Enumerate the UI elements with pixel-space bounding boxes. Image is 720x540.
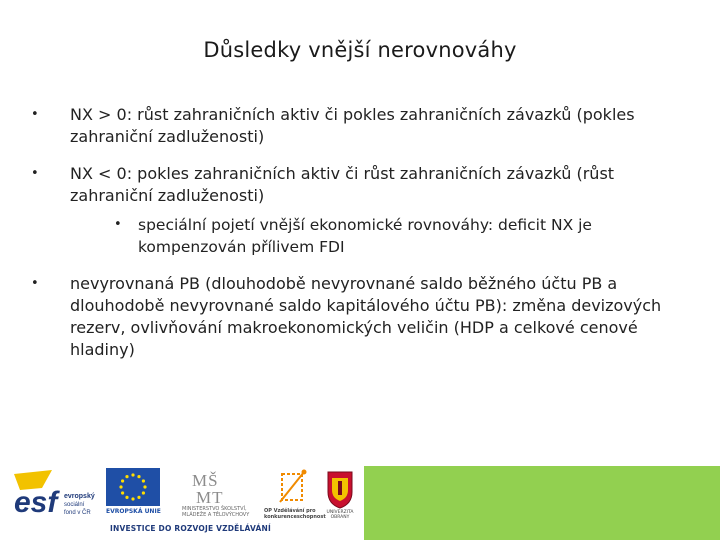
sub-bullet-text: speciální pojetí vnější ekonomické rovnováhy: deficit NX je kompenzován přílivem FDI [138,216,592,256]
svg-text:sociální: sociální [64,502,85,508]
eu-star-icon [121,479,124,482]
bullet-text: nevyrovnaná PB (dlouhodobě nevyrovnané saldo běžného účtu PB a dlouhodobě nevyrovnané saldo kapitálového účtu PB): změna devizových rezerv, ovlivňování makroekonomických veličin (HDP a celkové cenové hladiny) [70,274,662,359]
bullet-icon: • [114,217,122,232]
msmt-logo [182,468,256,522]
sub-bullet-item [28,214,668,258]
logo-strip [0,466,364,540]
svg-text:evropský: evropský [64,493,95,500]
svg-text:fond v ČR: fond v ČR [64,510,91,516]
esf-mark: esf [14,486,58,519]
bullet-icon: • [31,107,39,122]
op-logo-graphic [264,468,320,508]
esf-logo-graphic [12,468,102,522]
bullet-icon: • [31,166,39,181]
eu-star-icon [125,496,128,499]
eu-star-icon [143,485,146,488]
eu-star-icon [125,475,128,478]
bullet-item [28,104,668,148]
op-label: OP Vzdělávání pro konkurenceschopnost [264,508,326,520]
msmt-label: MINISTERSTVO ŠKOLSTVÍ, MLÁDEŽE A TĚLOVÝCHOVY [182,506,250,518]
eu-logo [106,468,164,522]
svg-text:MT: MT [196,488,224,506]
eu-star-icon [131,473,134,476]
bullet-item [28,273,668,361]
eu-star-icon [119,485,122,488]
bullet-text: NX < 0: pokles zahraničních aktiv či růst zahraničních závazků (růst zahraniční zadluženosti) [70,164,615,205]
op-logo [264,468,326,522]
eu-star-icon [121,491,124,494]
svg-text:MŠ: MŠ [192,471,219,490]
green-accent-block [364,466,720,540]
eu-star-icon [142,479,145,482]
slide-title: Důsledky vnější nerovnováhy [203,38,517,62]
bullet-list [28,104,668,376]
esf-logo [12,468,102,522]
bullet-item [28,163,668,207]
crest-icon [322,468,358,510]
bullet-text: NX > 0: růst zahraničních aktiv či pokles zahraničních závazků (pokles zahraniční zadluženosti) [70,105,635,146]
msmt-logo-graphic [182,468,256,506]
eu-star-icon [137,475,140,478]
bullet-icon: • [31,276,39,291]
eu-star-icon [142,491,145,494]
university-label: UNIVERZITA OBRANY [326,510,354,520]
footer-banner [0,466,720,540]
footer-tagline: INVESTICE DO ROZVOJE VZDĚLÁVÁNÍ [110,524,271,533]
eu-label: EVROPSKÁ UNIE [106,508,161,515]
eu-flag-icon [106,468,160,506]
eu-star-icon [131,497,134,500]
university-logo [322,468,358,522]
eu-star-icon [137,496,140,499]
